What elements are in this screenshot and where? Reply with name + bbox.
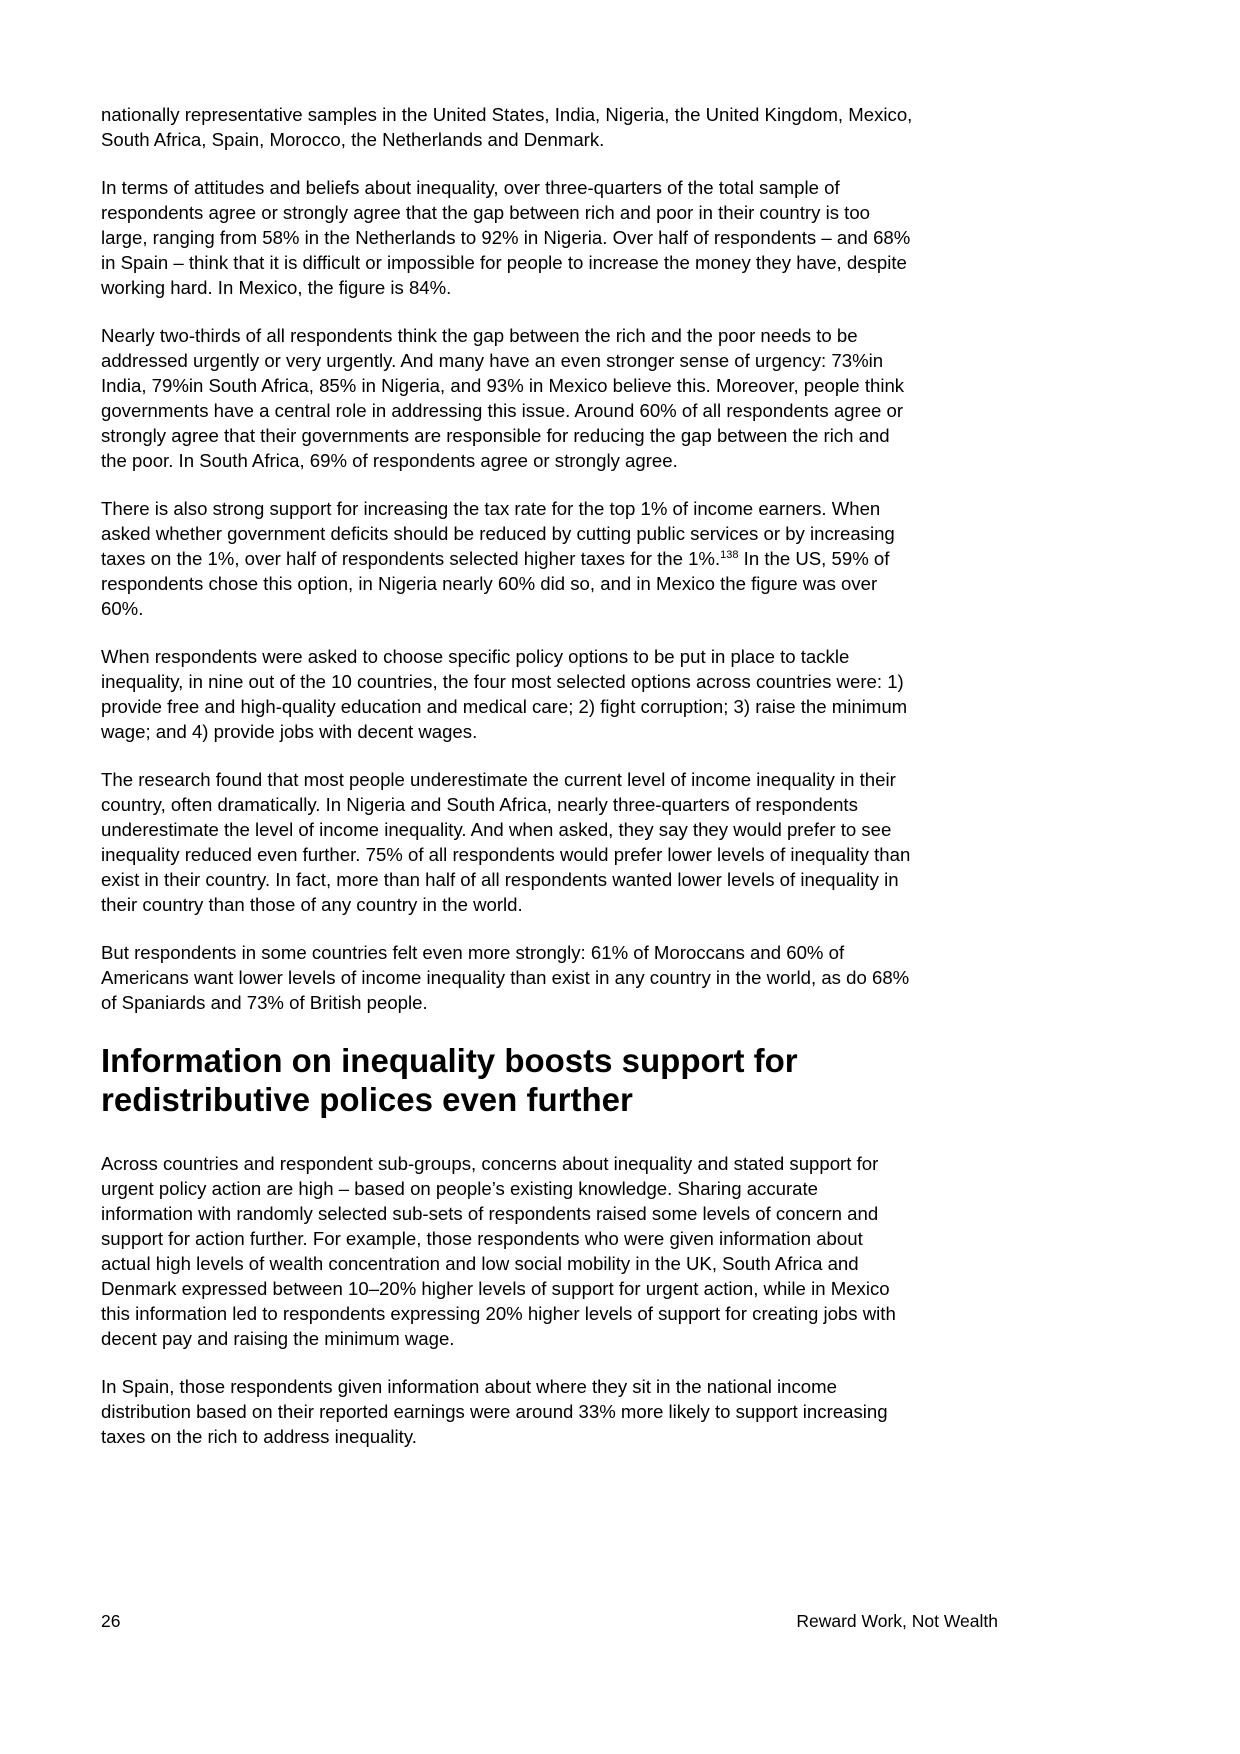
report-title: Reward Work, Not Wealth [796, 1611, 998, 1631]
paragraph-information-effect: Across countries and respondent sub-groups, concerns about inequality and stated support for urgent policy action are high – based on people’s existing knowledge. Sharing accurate information with randomly selected sub-sets of respondents raised some levels of concern and support for action further. For example, those respondents who were given information about actual high levels of wealth concentration and low social mobility in the UK, South Africa and Denmark expressed between 10–20% higher levels of support for urgent action, while in Mexico this information led to respondents expressing 20% higher levels of support for creating jobs with decent pay and raising the minimum wage. [101, 1153, 896, 1349]
page-number: 26 [101, 1611, 121, 1631]
section-heading: Information on inequality boosts support for redistributive polices even further [101, 1042, 798, 1118]
page-body [101, 102, 913, 1472]
tax-text-before: There is also strong support for increasing the tax rate for the top 1% of income earners. When asked whether government deficits should be reduced by cutting public services or by increasing taxes on the 1%, over half of respondents selected higher taxes for the 1%. [101, 498, 895, 569]
footnote-ref[interactable]: 138 [720, 549, 739, 561]
paragraph-tax-support [101, 496, 913, 621]
paragraph-policy-options: When respondents were asked to choose specific policy options to be put in place to tackle inequality, in nine out of the 10 countries, the four most selected options across countries were: 1) provide free and high-quality education and medical care; 2) fight corruption; 3) raise the minimum wage; and 4) provide jobs with decent wages. [101, 646, 908, 742]
paragraph-spain-taxes: In Spain, those respondents given information about where they sit in the national income distribution based on their reported earnings were around 33% more likely to support increasing taxes on the rich to address inequality. [101, 1376, 888, 1447]
paragraph-country-preferences: But respondents in some countries felt even more strongly: 61% of Moroccans and 60% of Americans want lower levels of income inequality than exist in any country in the world, as do 68% of Spaniards and 73% of British people. [101, 942, 910, 1013]
paragraph-attitudes: In terms of attitudes and beliefs about inequality, over three-quarters of the total sample of respondents agree or strongly agree that the gap between rich and poor in their country is too large, ranging from 58% in the Netherlands to 92% in Nigeria. Over half of respondents – and 68% in Spain – think that it is difficult or impossible for people to increase the money they have, despite working hard. In Mexico, the figure is 84%. [101, 177, 911, 298]
paragraph-underestimate: The research found that most people underestimate the current level of income inequality in their country, often dramatically. In Nigeria and South Africa, nearly three-quarters of respondents underestimate the level of income inequality. And when asked, they say they would prefer to see inequality reduced even further. 75% of all respondents would prefer lower levels of inequality than exist in their country. In fact, more than half of all respondents wanted lower levels of inequality in their country than those of any country in the world. [101, 769, 911, 915]
paragraph-country-samples: nationally representative samples in the United States, India, Nigeria, the United Kingdom, Mexico, South Africa, Spain, Morocco, the Netherlands and Denmark. [101, 104, 913, 150]
paragraph-urgency: Nearly two-thirds of all respondents think the gap between the rich and the poor needs to be addressed urgently or very urgently. And many have an even stronger sense of urgency: 73%in India, 79%in South Africa, 85% in Nigeria, and 93% in Mexico believe this. Moreover, people think governments have a central role in addressing this issue. Around 60% of all respondents agree or strongly agree that their governments are responsible for reducing the gap between the rich and the poor. In South Africa, 69% of respondents agree or strongly agree. [101, 325, 905, 471]
tax-text-after: In the US, 59% of respondents chose this option, in Nigeria nearly 60% did so, and in Mexico the figure was over 60%. [101, 548, 890, 619]
